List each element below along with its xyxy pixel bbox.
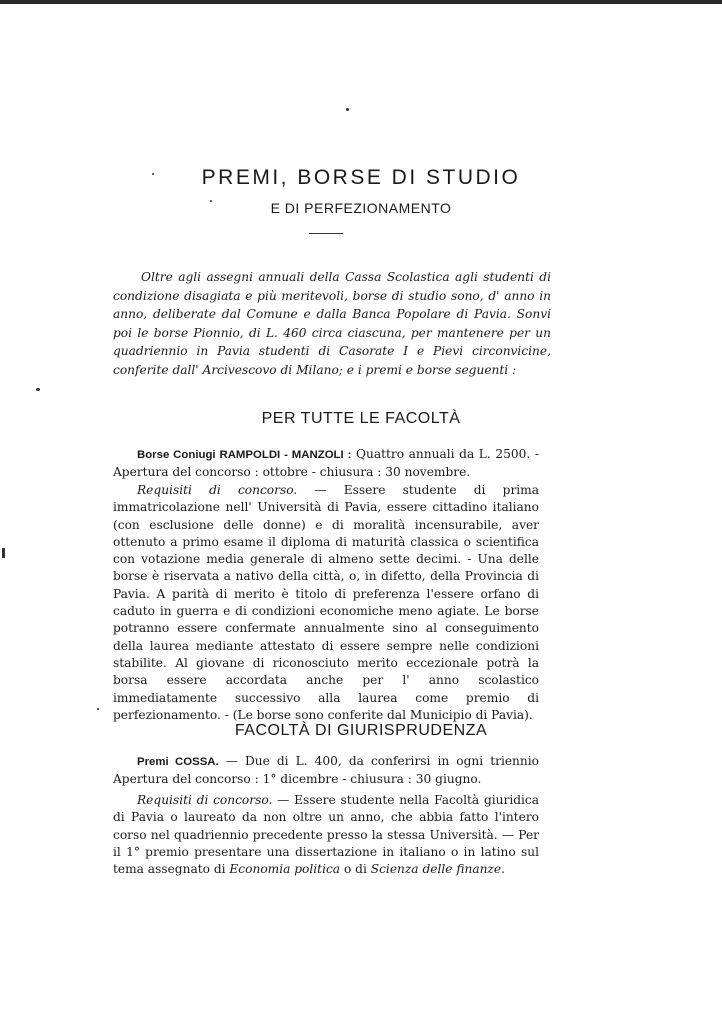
page-title: PREMI, BORSE DI STUDIO [201,166,521,189]
requisites-label: Requisiti di concorso. [137,793,273,807]
entry-text: Quattro annuali da L. 2500. - Apertura del concorso : ottobre - chiusura : 30 novembre. [113,447,539,480]
requisites-text: — Essere studente di prima immatricolazione nell' Università di Pavia, essere cittadino italiano (con esclusione delle donne) e di moralità incensurabile, aver ottenuto a primo esame il diploma di maturità classica o scientifica con votazione media generale di almeno sette decimi. - Una delle borse è riservata a nativo della città, o, in difetto, della Provincia di Pavia. A parità di merito è titolo di preferenza l'essere orfano di caduto in guerra e di condizioni economiche meno agiate. Le borse potranno essere confermate annualmente sino al conseguimento della laurea mediante attestato di essere sempre nelle condizioni stabilite. Al giovane di riconosciuto merito eccezionale potrà la borsa essere accordata anche per l' anno scolastico immediatamente successivo alla laurea come premio di perfezionamento. - (Le borse sono conferite dal Municipio di Pavia). [113,483,539,722]
scan-speck [346,108,349,111]
scan-top-border [0,0,722,4]
intro-paragraph: Oltre agli assegni annuali della Cassa Scolastica agli studenti di condizione disagiata e più meritevoli, borse di studio sono, d' anno in anno, deliberate dal Comune e dalla Banca Popolare di Pavia. Sonvi poi le borse Pionnio, di L. 460 circa ciascuna, per mantenere per un quadriennio in Pavia studenti di Casorate I e Pievi circonvicine, conferite dall' Arcivescovo di Milano; e i premi e borse seguenti : [113,270,551,377]
scan-speck [97,708,99,710]
section-heading-law-faculty: FACOLTÀ DI GIURISPRUDENZA [234,722,488,739]
title-divider [309,233,343,234]
entry-label: Borse Coniugi RAMPOLDI - MANZOLI : [137,449,352,461]
cossa-requisites [113,792,539,878]
page-subtitle: E DI PERFEZIONAMENTO [270,200,452,216]
scan-speck [2,548,5,558]
subject-economia: Economia politica [229,862,341,877]
requisites-label: Requisiti di concorso. [137,483,298,497]
rampoldi-manzoli-requisites [113,482,539,724]
requisites-text: — Essere studente nella Facoltà giuridica di Pavia o laureato da non oltre un anno, che abbia fatto l'intero corso nel quadriennio precedente presso la stessa Università. — Per il 1° premio presentare una dissertazione in italiano o in latino sul tema assegnato di [113,793,540,877]
subject-scienza: Scienza delle finanze. [370,862,505,877]
subject-connector: o di [343,862,367,877]
rampoldi-manzoli-entry [113,446,539,482]
scan-speck [36,388,40,391]
entry-text: — Due di L. 400, da conferirsi in ogni triennio Apertura del concorso : 1° dicembre - chiusura : 30 giugno. [113,754,539,787]
cossa-entry [113,753,539,789]
entry-label: Premi COSSA. [137,756,219,768]
section-heading-all-faculties: PER TUTTE LE FACOLTÀ [261,410,461,427]
